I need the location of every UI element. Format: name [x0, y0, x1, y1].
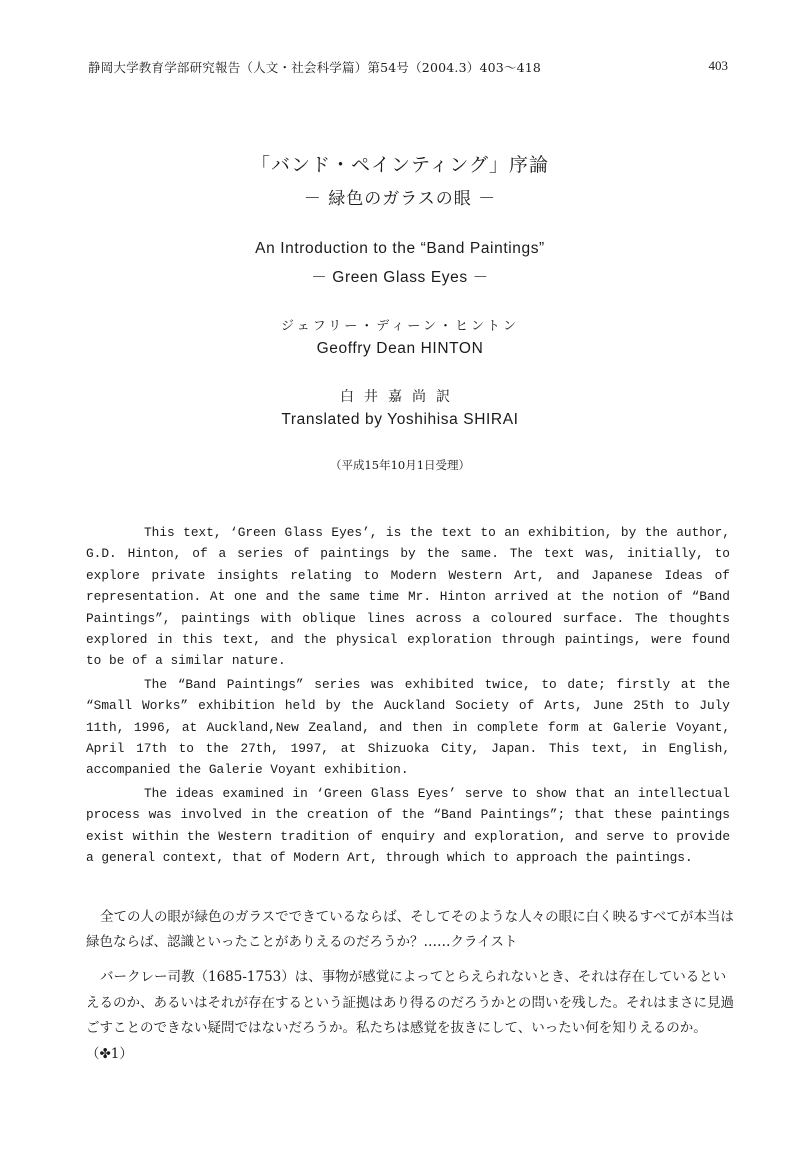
received-date: （平成15年10月1日受理） [329, 458, 471, 472]
subtitle-japanese: － 緑色のガラスの眼 － [303, 189, 497, 209]
body-paragraph: バークレー司教（1685-1753）は、事物が感覚によってとらえられないとき、それは存在しているといえるのか、あるいはそれが存在するという証拠はあり得るのだろうかとの問いを残した。それはまさに見過ごすことのできない疑問ではないだろうか。私たちは感覚を抜きにして、いったい何を知りえるのか。（✤1） [86, 969, 734, 1062]
subtitle-english: － Green Glass Eyes － [311, 269, 489, 286]
author-english: Geoffry Dean HINTON [316, 340, 484, 357]
title-japanese: 「バンド・ペインティング」序論 [250, 154, 550, 176]
author-japanese: ジェフリー・ディーン・ヒントン [281, 319, 519, 334]
translator-english: Translated by Yoshihisa SHIRAI [281, 411, 519, 428]
title-english: An Introduction to the “Band Paintings” [255, 240, 545, 257]
epigraph-quote: 全ての人の眼が緑色のガラスでできているならば、そしてそのような人々の眼に白く映るすべてが本当は緑色ならば、認識といったことがありえるのだろうか？……クライスト [86, 909, 734, 950]
page-number: 403 [708, 58, 728, 73]
abstract-paragraph-3: The ideas examined in ‘Green Glass Eyes’ serve to show that an intellectual process was involved in the creation of the “Band Paintings”; that these paintings exist within the Western tradition of enquiry and exploration, and serve to provide a general context, that of Modern Art, through which to approach the paintings. [86, 785, 730, 866]
abstract-paragraph-1: This text, ‘Green Glass Eyes’, is the text to an exhibition, by the author, G.D. Hinton, of a series of paintings by the same. The text was, initially, to explore private insights relating to Modern Western Art, and Japanese Ideas of representation. At one and the same time Mr. Hinton arrived at the notion of “Band Paintings”, paintings with oblique lines across a coloured surface. The thoughts explored in this text, and the physical exploration through paintings, were found to be of a similar nature. [86, 525, 730, 669]
abstract-paragraph-2: The “Band Paintings” series was exhibited twice, to date; firstly at the “Small Works” exhibition held by the Auckland Society of Arts, June 25th to July 11th, 1996, at Auckland,New Zealand, and then in complete form at Galerie Voyant, April 17th to the 27th, 1997, at Shizuoka City, Japan. This text, in English, accompanied the Galerie Voyant exhibition. [86, 676, 730, 778]
abstract [86, 522, 730, 871]
translator-japanese: 白井嘉尚訳 [340, 389, 460, 405]
journal-header: 静岡大学教育学部研究報告（人文・社会科学篇）第54号（2004.3）403〜418 [88, 60, 542, 75]
